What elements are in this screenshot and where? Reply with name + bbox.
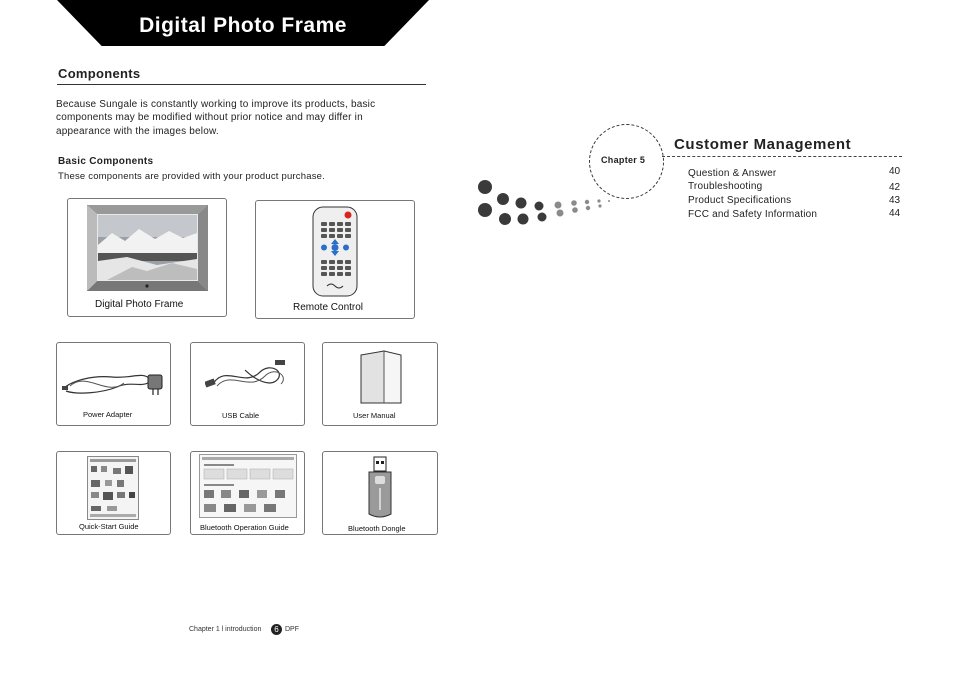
component-label: Power Adapter — [83, 410, 133, 419]
bluetooth-guide-icon — [199, 454, 297, 518]
component-card-remote-control — [255, 200, 415, 319]
power-adapter-icon — [62, 361, 166, 401]
quick-start-guide-icon — [87, 456, 139, 520]
component-card-user-manual — [322, 342, 438, 426]
basic-components-description: These components are provided with your product purchase. — [58, 171, 325, 182]
basic-components-heading: Basic Components — [58, 156, 154, 167]
bluetooth-dongle-icon — [365, 456, 395, 520]
component-label: Quick-Start Guide — [79, 522, 139, 531]
component-label: Digital Photo Frame — [95, 299, 184, 310]
component-label: USB Cable — [222, 411, 260, 420]
toc-page: 40 — [889, 166, 901, 177]
intro-line-1: Because Sungale is constantly working to improve its products, basic — [56, 99, 376, 110]
toc-item[interactable]: Troubleshooting — [688, 181, 763, 192]
toc-page: 44 — [889, 208, 901, 219]
photo-frame-icon — [87, 205, 208, 293]
chapter-label: Chapter 5 — [601, 155, 646, 165]
decorative-dots-icon — [476, 180, 616, 228]
chapter-title: Customer Management — [674, 136, 852, 153]
footer-chapter: Chapter 1 l introduction — [189, 626, 262, 633]
component-label: Remote Control — [293, 302, 364, 313]
component-card-usb-cable — [190, 342, 305, 426]
section-title: Components — [58, 66, 141, 81]
component-card-bluetooth-guide — [190, 451, 305, 535]
toc-item[interactable]: Question & Answer — [688, 168, 777, 179]
usb-cable-icon — [205, 358, 291, 394]
toc-item[interactable]: Product Specifications — [688, 195, 792, 206]
component-label: Bluetooth Dongle — [348, 524, 406, 533]
component-label: User Manual — [353, 411, 396, 420]
page-title: Digital Photo Frame — [139, 14, 347, 37]
page-number-badge: 6 — [271, 624, 282, 635]
intro-line-2: components may be modified without prior notice and may differ in — [56, 112, 363, 123]
footer-product: DPF — [285, 626, 299, 633]
intro-line-3: appearance with the images below. — [56, 126, 219, 137]
remote-control-icon — [312, 206, 358, 297]
toc-page: 43 — [889, 195, 901, 206]
component-label: Bluetooth Operation Guide — [200, 523, 289, 532]
component-card-bluetooth-dongle — [322, 451, 438, 535]
component-card-quick-start-guide — [56, 451, 171, 535]
chapter-divider — [662, 156, 902, 157]
component-card-photo-frame — [67, 198, 227, 317]
section-divider — [57, 84, 426, 85]
component-card-power-adapter — [56, 342, 171, 426]
user-manual-icon — [358, 349, 404, 405]
toc-item[interactable]: FCC and Safety Information — [688, 209, 818, 220]
toc-page: 42 — [889, 182, 901, 193]
